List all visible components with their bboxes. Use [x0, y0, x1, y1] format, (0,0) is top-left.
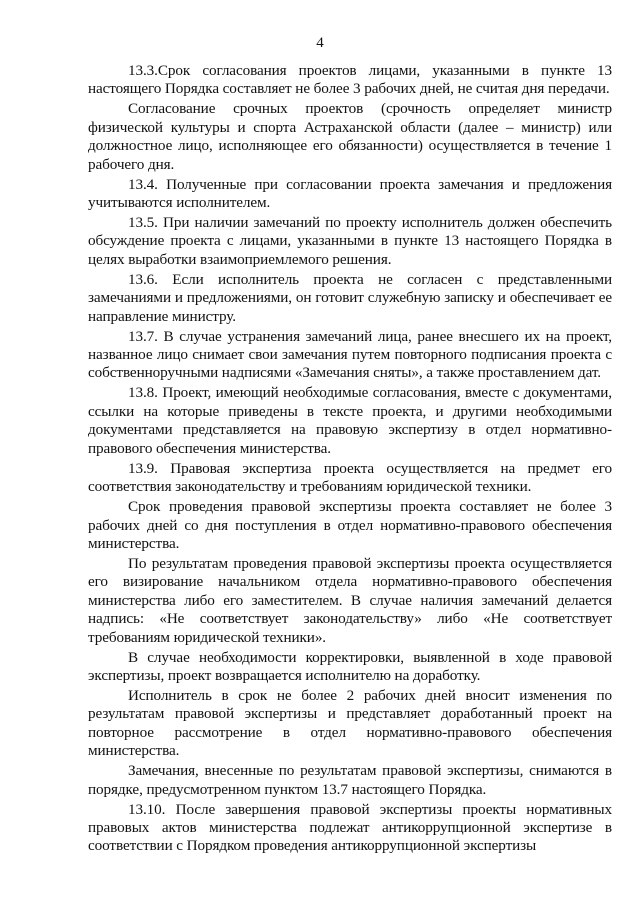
paragraph-remarks-removal: Замечания, внесенные по результатам правовой экспертизы, снимаются в порядке, предусмотренном пунктом 13.7 настоящего Порядка. [88, 762, 612, 798]
paragraph-13-4: 13.4. Полученные при согласовании проекта замечания и предложения учитываются исполнителем. [88, 175, 612, 212]
paragraph-13-9: 13.9. Правовая экспертиза проекта осуществляется на предмет его соответствия законодательству и требованиям юридической техники. [88, 459, 612, 496]
paragraph-executor-revision: Исполнитель в срок не более 2 рабочих дней вносит изменения по результатам правовой экспертизы и представляет доработанный проект на повторное рассмотрение в отдел нормативно-правового обеспечения министерства. [88, 686, 612, 760]
paragraph-13-3: 13.3.Срок согласования проектов лицами, указанными в пункте 13 настоящего Порядка составляет не более 3 рабочих дней, не считая дня передачи. [88, 62, 612, 98]
page-number: 4 [316, 35, 324, 51]
document-body [88, 62, 612, 856]
paragraph-urgent-approval: Согласование срочных проектов (срочность определяет министр физической культуры и спорта Астраханской области (далее – министр) или должностное лицо, исполняющее его обязанности) осуществляется в течение 1 рабочего дня. [88, 100, 612, 173]
paragraph-13-7: 13.7. В случае устранения замечаний лица, ранее внесшего их на проект, названное лицо снимает свои замечания путем повторного подписания проекта с собственноручными надписями «Замечания сняты», а также проставлением дат. [88, 327, 612, 382]
paragraph-correction-needed: В случае необходимости корректировки, выявленной в ходе правовой экспертизы, проект возвращается исполнителю на доработку. [88, 648, 612, 684]
paragraph-13-10: 13.10. После завершения правовой экспертизы проекты нормативных правовых актов министерства подлежат антикоррупционной экспертизе в соответствии с Порядком проведения антикоррупционной экспертизы [88, 800, 612, 855]
paragraph-legal-review-term: Срок проведения правовой экспертизы проекта составляет не более 3 рабочих дней со дня поступления в отдел нормативно-правового обеспечения министерства. [88, 498, 612, 552]
paragraph-13-5: 13.5. При наличии замечаний по проекту исполнитель должен обеспечить обсуждение проекта с лицами, указанными в пункте 13 настоящего Порядка в целях выработки взаимоприемлемого решения. [88, 214, 612, 268]
paragraph-13-8: 13.8. Проект, имеющий необходимые согласования, вместе с документами, ссылки на которые приведены в тексте проекта, и другими необходимыми документами представляется на правовую экспертизу в отдел нормативно-правового обеспечения министерства. [88, 384, 612, 457]
paragraph-legal-review-result: По результатам проведения правовой экспертизы проекта осуществляется его визирование начальником отдела нормативно-правового обеспечения министерства либо его заместителем. В случае наличия замечаний делается надпись: «Не соответствует законодательству» либо «Не соответствует требованиям юридической техники». [88, 554, 612, 646]
paragraph-13-6: 13.6. Если исполнитель проекта не согласен с представленными замечаниями и предложениями, он готовит служебную записку и обеспечивает ее направление министру. [88, 270, 612, 325]
